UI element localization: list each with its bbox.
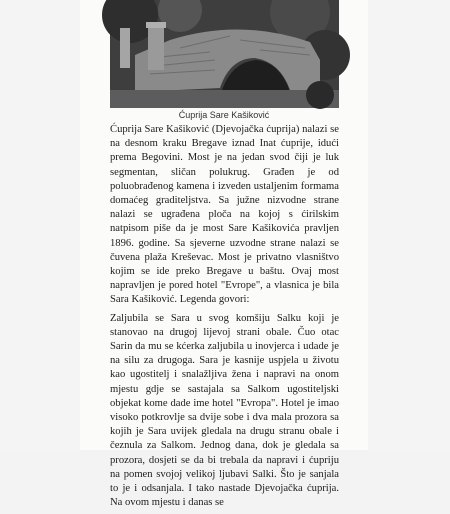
article-body — [110, 123, 339, 514]
left-margin — [0, 0, 80, 450]
photo-caption: Ćuprija Sare Kašiković — [178, 110, 270, 120]
paragraph-legend: Zaljubila se Sara u svog komšiju Salku koji je stanovao na drugoj lijevoj strani obale. Čuo otac Sarin da mu se kćerka zaljubila u inovjerca i udade je na silu za drugoga. Sara je kasnije uspjela u životu kao ugostitelj i snalažljiva žena i napravi na onom mjestu gdje se sastajala sa Salkom ugostiteljski objekat kome dade ime hotel "Evropa". Hotel je imao visoko potkrovlje sa dvije sobe i dva mala prozora sa kojih je Sara uvijek gledala na drugu stranu obale i čeznula za Salkom. Jednog dana, dok je gledala sa prozora, dosjeti se da bi trebala da napravi i ćupriju na pomen svojoj velikoj ljubavi Salki. Što je sanjala to je i odsanjala. I tako nastade Djevojačka ćuprija. Na ovom mjestu i danas se — [110, 312, 339, 509]
bridge-photo — [110, 0, 339, 108]
right-margin — [368, 0, 450, 450]
paragraph-intro: Ćuprija Sare Kašiković (Djevojačka ćuprija) nalazi se na desnom kraku Bregave iznad Inat ćuprije, idući prema Begovini. Most je na jedan svod čiji je luk segmentan, sličan polukrug. Građen je od poluobrađenog kamena i izveden ustaljenim formama domaćeg graditeljstva. Sa južne nizvodne strane nalazi se ugrađena ploča na kojoj s ćirilskim natpisom piše da je most Sare Kašikovića pravljen 1896. godine. Sa sjeverne uzvodne strane nalazi se čuvena plaža Kreševac. Most je privatno vlasništvo kojim se ide preko Bregave u baštu. Ovaj most napravljen je pored hotel "Evrope", a vlasnica je bila Sara Kašiković. Legenda govori: — [110, 124, 339, 306]
document-page — [80, 0, 368, 509]
